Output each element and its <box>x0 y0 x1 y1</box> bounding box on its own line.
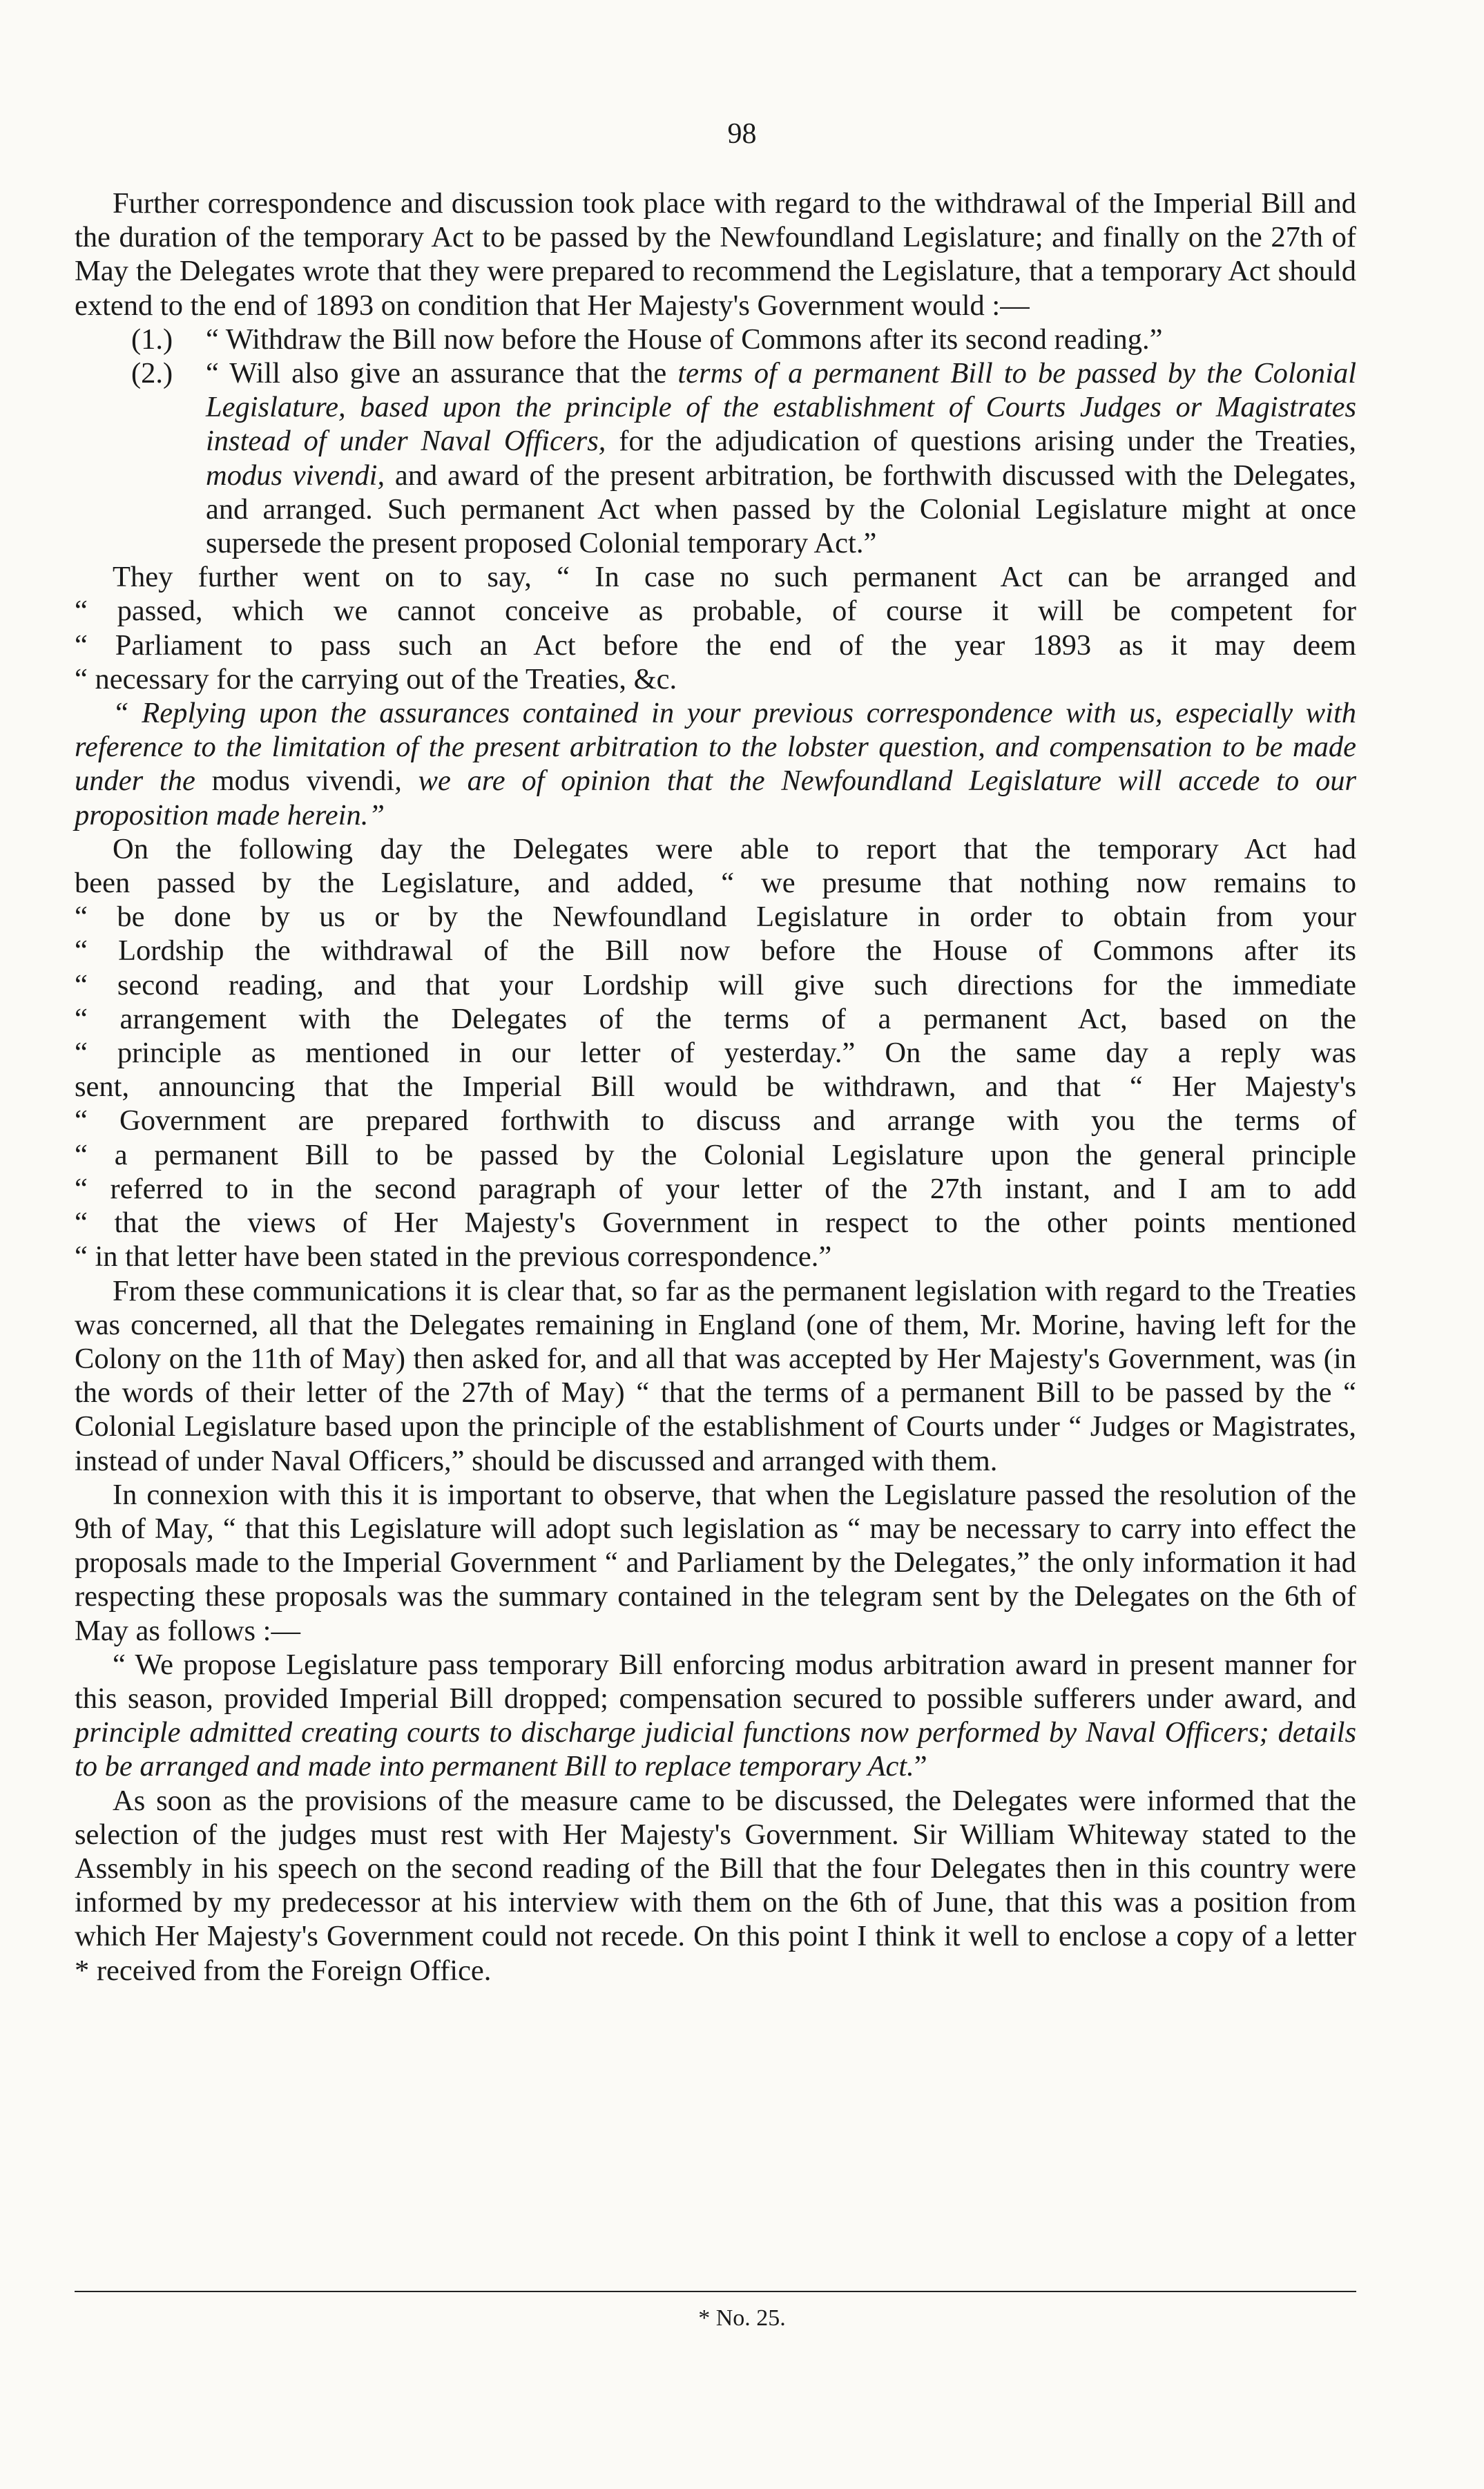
paragraph-further-went-on <box>75 560 1356 696</box>
text-line: sent, announcing that the Imperial Bill would be withdrawn, and that “ Her Majesty's <box>75 1070 1356 1104</box>
text-line: They further went on to say, “ In case no such permanent Act can be arranged and <box>113 561 1356 594</box>
text-line: “ second reading, and that your Lordship will give such directions for the immediate <box>75 968 1356 1001</box>
text-line: “ that the views of Her Majesty's Government in respect to the other points mentioned <box>75 1207 1356 1240</box>
item-text-post: for the adjudication of questions arising under the Treaties, <box>606 425 1356 458</box>
text-line: “ principle as mentioned in our letter of yesterday.” On the same day a reply was <box>75 1037 1356 1070</box>
item-number: (1.) <box>131 323 173 356</box>
paragraph-as-soon-as: As soon as the provisions of the measure came to be discussed, the Delegates were informed that the selection of the judges must rest with Her Majesty's Government. Sir William Whiteway stated to the Assembly in his speech on the second reading of the Bill that the four Delegates then in this country were informed by my predecessor at his interview with them on the 6th of June, that this was a position from which Her Majesty's Government could not recede. On this point I think it well to enclose a copy of a letter * received from the Foreign Office. <box>75 1784 1356 1987</box>
text-line: “ necessary for the carrying out of the Treaties, &c. <box>75 662 677 695</box>
item-number: (2.) <box>131 357 173 390</box>
paragraph-in-connexion: In connexion with this it is important to observe, that when the Legislature passed the resolution of the 9th of May, “ that this Legislature will adopt such legislation as “ may be necessary to carry into effect the proposals made to the Imperial Government “ and Parliament by the Delegates,” the only information it had respecting these proposals was the summary contained in the telegram sent by the Delegates on the 6th of May as follows :— <box>75 1478 1356 1647</box>
telegram-italic: principle admitted creating courts to discharge judicial functions now performed by Naval Officers; details to be arranged and made into permanent Bill to replace temporary Act. <box>75 1716 1356 1783</box>
body-text <box>75 186 1356 1988</box>
quote-italic-a: “ Replying upon the assurances contained in your previous correspondence with us, especially with reference to the limitation of the present arbitration to the lobster question, and compensation to be made under the <box>75 697 1356 798</box>
text-line: “ Government are prepared forthwith to discuss and arrange with you the terms of <box>75 1104 1356 1137</box>
text-line: “ passed, which we cannot conceive as probable, of course it will be competent for <box>75 595 1356 628</box>
telegram-text: “ We propose Legislature pass temporary Bill enforcing modus arbitration award in present manner for this season, provided Imperial Bill dropped; compensation secured to possible sufferers under award, and <box>75 1648 1356 1715</box>
item-text-italic: terms of a permanent Bill to be passed by the Colonial Legislature, based upon the principle of the establishment of Courts Judges or Magistrates instead of under Naval Officers, <box>206 357 1357 458</box>
footnote-rule <box>75 2291 1356 2292</box>
paragraph-following-day <box>75 832 1356 1274</box>
text-line: “ be done by us or by the Newfoundland Legislature in order to obtain from your <box>75 901 1356 934</box>
text-line: “ referred to in the second paragraph of your letter of the 27th instant, and I am to add <box>75 1172 1356 1205</box>
item-text-end: and award of the present arbitration, be forthwith discussed with the Delegates, and arranged. Such permanent Act when passed by the Colonial Legislature might at once supersede the present proposed Colonial temporary Act.” <box>206 459 1356 560</box>
item-text: “ Withdraw the Bill now before the House of Commons after its second reading.” <box>206 323 1163 356</box>
paragraph-replying-quote <box>75 696 1356 832</box>
condition-item-2 <box>75 356 1356 560</box>
item-text-pre: “ Will also give an assurance that the <box>206 357 678 390</box>
paragraph-from-these-communications: From these communications it is clear that, so far as the permanent legislation with regard to the Treaties was concerned, all that the Delegates remaining in England (one of them, Mr. Morine, having left for the Colony on the 11th of May) then asked for, and all that was accepted by Her Majesty's Government, was (in the words of their letter of the 27th of May) “ that the terms of a permanent Bill to be passed by the “ Colonial Legislature based upon the principle of the establishment of Courts under “ Judges or Magistrates, instead of under Naval Officers,” should be discussed and arranged with them. <box>75 1274 1356 1477</box>
text-line: On the following day the Delegates were able to report that the temporary Act had <box>113 832 1356 865</box>
quote-modus-vivendi: modus vivendi <box>211 765 395 798</box>
condition-item-1 <box>75 323 1356 356</box>
text-line: been passed by the Legislature, and added, “ we presume that nothing now remains to <box>75 867 1356 900</box>
paragraph-telegram-quote <box>75 1648 1356 1784</box>
footnote: * No. 25. <box>698 2305 786 2331</box>
quote-italic-c: , we are of opinion that the Newfoundland Legislature will accede to our proposition made herein.” <box>75 765 1357 832</box>
telegram-close: ” <box>914 1750 927 1783</box>
item-text-modus: modus vivendi, <box>206 459 385 492</box>
text-line: “ arrangement with the Delegates of the terms of a permanent Act, based on the <box>75 1002 1356 1035</box>
paragraph-further-correspondence: Further correspondence and discussion took place with regard to the withdrawal of the Imperial Bill and the duration of the temporary Act to be passed by the Newfoundland Legislature; and finally on the 27th of May the Delegates wrote that they were prepared to recommend the Legislature, that a temporary Act should extend to the end of 1893 on condition that Her Majesty's Government would :— <box>75 187 1356 322</box>
text-line: “ Parliament to pass such an Act before the end of the year 1893 as it may deem <box>75 628 1356 662</box>
text-line: “ a permanent Bill to be passed by the Colonial Legislature upon the general principle <box>75 1138 1356 1171</box>
text-line: “ Lordship the withdrawal of the Bill now before the House of Commons after its <box>75 934 1356 968</box>
text-line: “ in that letter have been stated in the previous correspondence.” <box>75 1240 832 1274</box>
page-number: 98 <box>727 118 757 150</box>
